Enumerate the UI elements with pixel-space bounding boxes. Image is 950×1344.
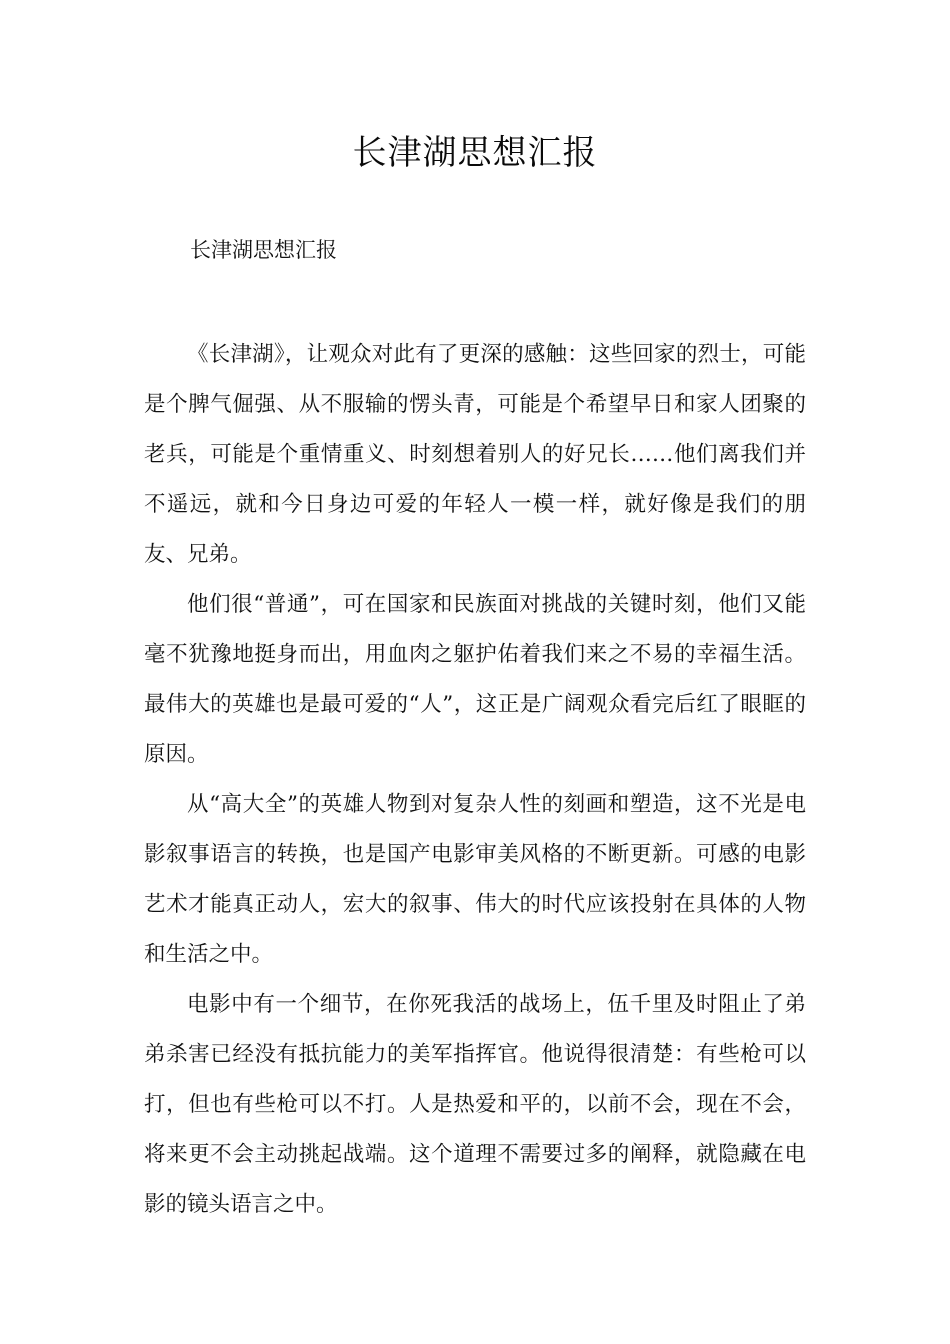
- paragraph-1: 《长津湖》，让观众对此有了更深的感触：这些回家的烈士，可能是个脾气倔强、从不服输的愣头青，可能是个希望早日和家人团聚的老兵，可能是个重情重义、时刻想着别人的好兄长……他们离我们并不遥远，就和今日身边可爱的年轻人一模一样，就好像是我们的朋友、兄弟。: [144, 342, 806, 567]
- document-body: [144, 330, 806, 1230]
- paragraph-4: 电影中有一个细节，在你死我活的战场上，伍千里及时阻止了弟弟杀害已经没有抵抗能力的美军指挥官。他说得很清楚：有些枪可以打，但也有些枪可以不打。人是热爱和平的，以前不会，现在不会，将来更不会主动挑起战端。这个道理不需要过多的阐释，就隐藏在电影的镜头语言之中。: [144, 992, 806, 1217]
- document-title: 长津湖思想汇报: [352, 133, 598, 173]
- document-subtitle: 长津湖思想汇报: [190, 238, 337, 262]
- paragraph-2: 他们很“普通”，可在国家和民族面对挑战的关键时刻，他们又能毫不犹豫地挺身而出，用血肉之躯护佑着我们来之不易的幸福生活。最伟大的英雄也是最可爱的“人”，这正是广阔观众看完后红了眼眶的原因。: [144, 592, 806, 767]
- paragraph-3: 从“高大全”的英雄人物到对复杂人性的刻画和塑造，这不光是电影叙事语言的转换，也是国产电影审美风格的不断更新。可感的电影艺术才能真正动人，宏大的叙事、伟大的时代应该投射在具体的人物和生活之中。: [144, 792, 806, 967]
